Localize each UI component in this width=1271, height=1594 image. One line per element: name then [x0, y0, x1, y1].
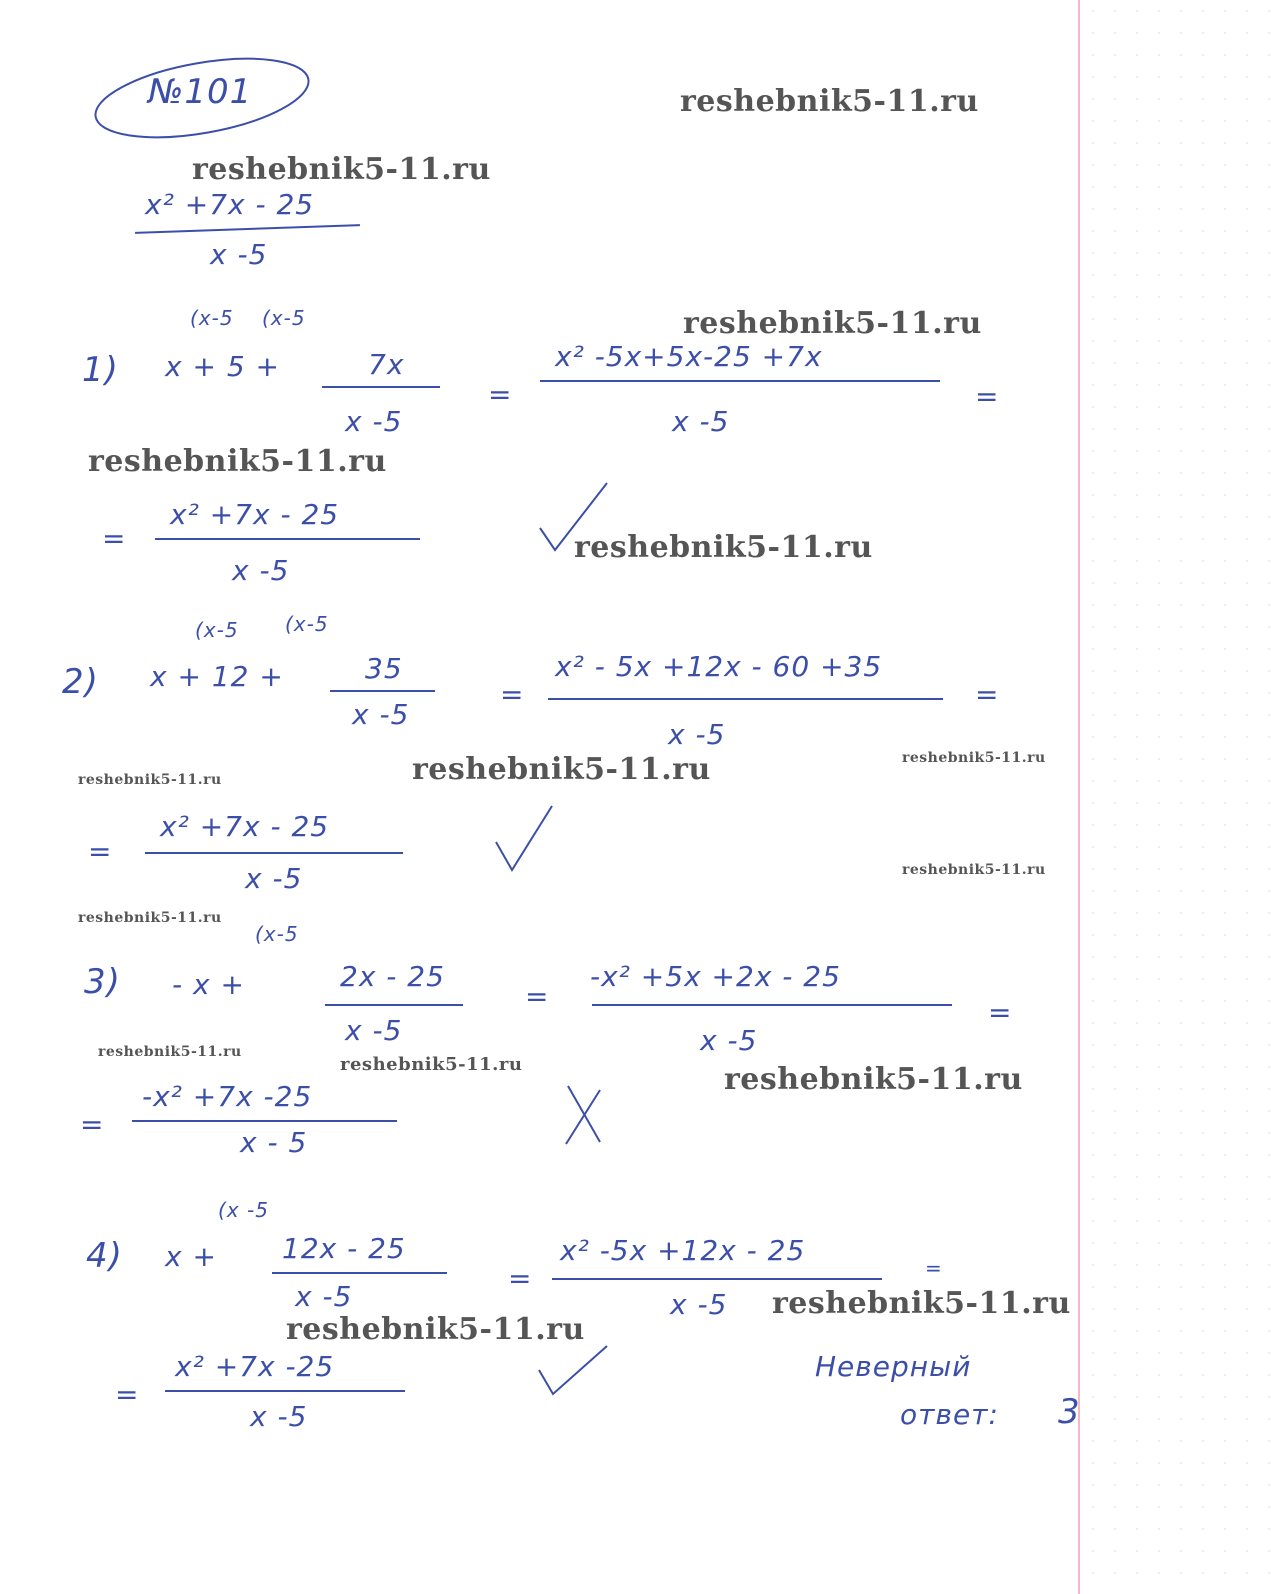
option-1-lhs-num: 7x [368, 348, 405, 381]
option-4-result-num: x² +7x -25 [175, 1350, 335, 1383]
option-2-factor-a: (x-5 [195, 618, 239, 642]
fraction-bar [552, 1278, 882, 1280]
option-3-rhs-den: x -5 [700, 1024, 758, 1057]
option-1-result-den: x -5 [232, 554, 290, 587]
fraction-bar [330, 690, 435, 692]
watermark: reshebnik5-11.ru [574, 530, 873, 565]
fraction-bar [155, 538, 420, 540]
watermark: reshebnik5-11.ru [98, 1044, 242, 1060]
watermark: reshebnik5-11.ru [724, 1062, 1023, 1097]
option-3-lhs-den: x -5 [345, 1014, 403, 1047]
fraction-bar [540, 380, 940, 382]
answer-line-2: ответ: [900, 1398, 999, 1431]
fraction-bar [592, 1004, 952, 1006]
watermark: reshebnik5-11.ru [683, 306, 982, 341]
option-2-eq: = [500, 678, 525, 711]
option-3-factor-a: (x-5 [255, 922, 299, 946]
option-3-rhs-num: -x² +5x +2x - 25 [590, 960, 841, 993]
option-1-factor-a: (x-5 [190, 306, 234, 330]
option-4-lhs-num: 12x - 25 [282, 1232, 406, 1265]
option-2-lhs-num: 35 [365, 652, 403, 685]
watermark: reshebnik5-11.ru [680, 84, 979, 119]
watermark: reshebnik5-11.ru [88, 444, 387, 479]
answer-line-1: Неверный [815, 1350, 972, 1383]
option-4-rhs-den: x -5 [670, 1288, 728, 1321]
option-1-eq: = [488, 378, 513, 411]
fraction-bar [322, 386, 440, 388]
watermark: reshebnik5-11.ru [902, 862, 1046, 878]
option-4-result-den: x -5 [250, 1400, 308, 1433]
fraction-bar [135, 224, 360, 234]
option-3-tail-eq: = [988, 996, 1013, 1029]
option-2-lhs-den: x -5 [352, 698, 410, 731]
option-4-tail-eq: = [925, 1256, 943, 1280]
option-4-eq: = [508, 1262, 533, 1295]
watermark: reshebnik5-11.ru [78, 910, 222, 926]
watermark: reshebnik5-11.ru [192, 152, 491, 187]
check-mark-icon [535, 1340, 615, 1400]
watermark: reshebnik5-11.ru [902, 750, 1046, 766]
option-4-lhs-den: x -5 [295, 1280, 353, 1313]
fraction-bar [548, 698, 943, 700]
grid-paper [1082, 0, 1271, 1594]
option-3-eq: = [525, 980, 550, 1013]
fraction-bar [272, 1272, 447, 1274]
option-3-label: 3) [84, 962, 121, 1002]
option-2-factor-b: (x-5 [285, 612, 329, 636]
option-3-result-prefix: = [80, 1108, 105, 1141]
problem-number: №101 [148, 72, 253, 112]
option-1-tail-eq: = [975, 380, 1000, 413]
watermark: reshebnik5-11.ru [286, 1312, 585, 1347]
option-1-lhs: x + 5 + [165, 350, 281, 383]
option-4-label: 4) [86, 1236, 123, 1276]
cross-mark-icon [560, 1080, 610, 1150]
fraction-bar [145, 852, 403, 854]
option-2-result-den: x -5 [245, 862, 303, 895]
watermark: reshebnik5-11.ru [340, 1054, 523, 1075]
option-3-lhs: - x + [172, 968, 245, 1001]
option-1-result-num: x² +7x - 25 [170, 498, 340, 531]
given-denominator: x -5 [210, 238, 268, 271]
fraction-bar [325, 1004, 463, 1006]
option-4-result-prefix: = [115, 1378, 140, 1411]
option-4-rhs-num: x² -5x +12x - 25 [560, 1234, 806, 1267]
option-4-lhs: x + [165, 1240, 217, 1273]
margin-line [1078, 0, 1080, 1594]
option-4-factor-a: (x -5 [218, 1198, 269, 1222]
option-3-lhs-num: 2x - 25 [340, 960, 445, 993]
option-1-label: 1) [82, 350, 119, 390]
option-2-result-prefix: = [88, 835, 113, 868]
answer-value: 3 [1058, 1392, 1081, 1432]
watermark: reshebnik5-11.ru [78, 772, 222, 788]
option-1-factor-b: (x-5 [262, 306, 306, 330]
watermark: reshebnik5-11.ru [772, 1286, 1071, 1321]
option-2-result-num: x² +7x - 25 [160, 810, 330, 843]
option-1-lhs-den: x -5 [345, 405, 403, 438]
option-2-label: 2) [62, 662, 99, 702]
watermark: reshebnik5-11.ru [412, 752, 711, 787]
option-3-result-den: x - 5 [240, 1126, 308, 1159]
option-3-result-num: -x² +7x -25 [142, 1080, 313, 1113]
fraction-bar [132, 1120, 397, 1122]
option-2-tail-eq: = [975, 678, 1000, 711]
fraction-bar [165, 1390, 405, 1392]
option-1-rhs-den: x -5 [672, 405, 730, 438]
check-mark-icon [492, 800, 562, 880]
given-numerator: x² +7x - 25 [145, 188, 315, 221]
option-2-rhs-den: x -5 [668, 718, 726, 751]
option-2-rhs-num: x² - 5x +12x - 60 +35 [555, 650, 883, 683]
option-1-result-prefix: = [102, 522, 127, 555]
option-2-lhs: x + 12 + [150, 660, 284, 693]
option-1-rhs-num: x² -5x+5x-25 +7x [555, 340, 823, 373]
check-mark-icon [535, 478, 615, 558]
